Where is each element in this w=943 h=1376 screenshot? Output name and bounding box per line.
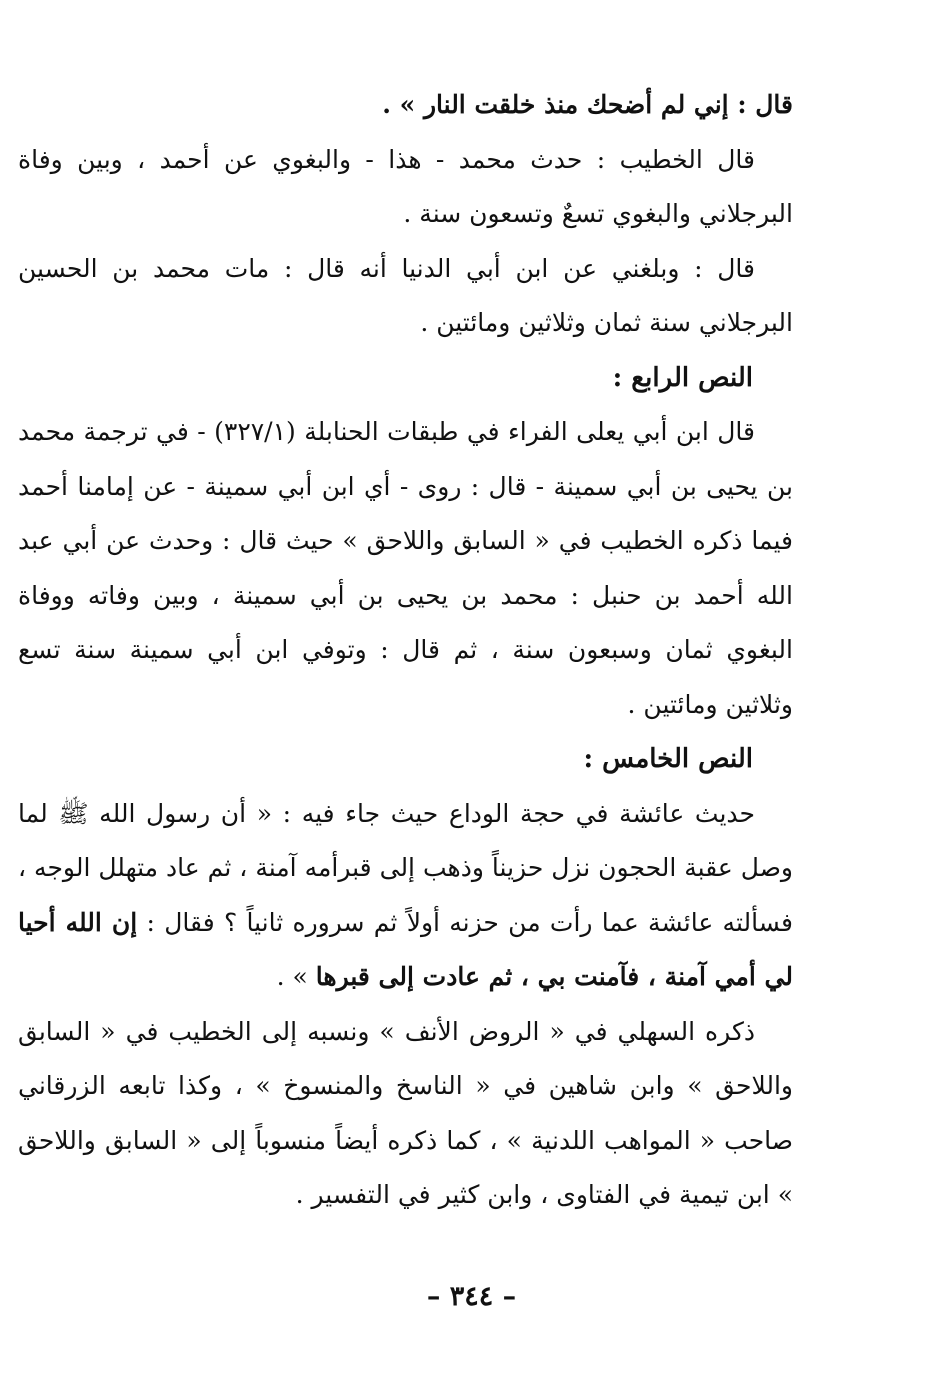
fourth-text-paragraph: قال ابن أبي يعلى الفراء في طبقات الحنابلة (٣٢٧/١) - في ترجمة محمد بن يحيى بن أبي سمينة - قال : روى - أي ابن أبي سمينة - عن إمامنا أحمد فيما ذكره الخطيب في « السابق واللاحق » حيث قال : وحدث عن أبي عبد الله أحمد بن حنبل : محمد بن يحيى بن أبي سمينة ، وبين وفاته ووفاة البغوي ثمان وسبعون سنة ، ثم قال : وتوفي ابن أبي سمينة سنة تسع وثلاثين ومائتين .	[18, 417, 793, 719]
quote-close: » .	[276, 962, 316, 991]
ibn-abi-dunya-paragraph: قال : وبلغني عن ابن أبي الدنيا أنه قال : مات محمد بن الحسين البرجلاني سنة ثمان وثلاثين ومائتين .	[18, 253, 793, 337]
fifth-text-paragraph	[18, 787, 793, 1005]
khatib-statement-paragraph: قال الخطيب : حدث محمد - هذا - والبغوي عن أحمد ، وبين وفاة البرجلاني والبغوي تسعٌ وتسعون سنة .	[18, 144, 793, 228]
page-number: – ٣٤٤ –	[426, 1281, 517, 1312]
prophet-quote: إن الله أحيا لي أمي آمنة ، فآمنت بي ، ثم عادت إلى قبرها	[18, 907, 793, 991]
section-heading-fourth: النص الرابع :	[612, 362, 753, 393]
sources-paragraph: ذكره السهلي في « الروض الأنف » ونسبه إلى الخطيب في « السابق واللاحق » وابن شاهين في « الناسخ والمنسوخ » ، وكذا تابعه الزرقاني صاحب « المواهب اللدنية » ، كما ذكره أيضاً منسوباً إلى « السابق واللاحق » ابن تيمية في الفتاوى ، وابن كثير في التفسير .	[18, 1016, 793, 1209]
aisha-hadith-text: حديث عائشة في حجة الوداع حيث جاء فيه : « أن رسول الله ﷺ لما وصل عقبة الحجون نزل حزيناً وذهب إلى قبرأمه آمنة ، ثم عاد متهلل الوجه ، فسألته عائشة عما رأت من حزنه أولاً ثم سروره ثانياً ؟ فقال :	[18, 798, 793, 937]
hadith-ending-line: قال : إني لم أضحك منذ خلقت النار » .	[382, 90, 793, 119]
main-text	[18, 78, 793, 1223]
section-heading-fifth: النص الخامس :	[583, 744, 753, 774]
